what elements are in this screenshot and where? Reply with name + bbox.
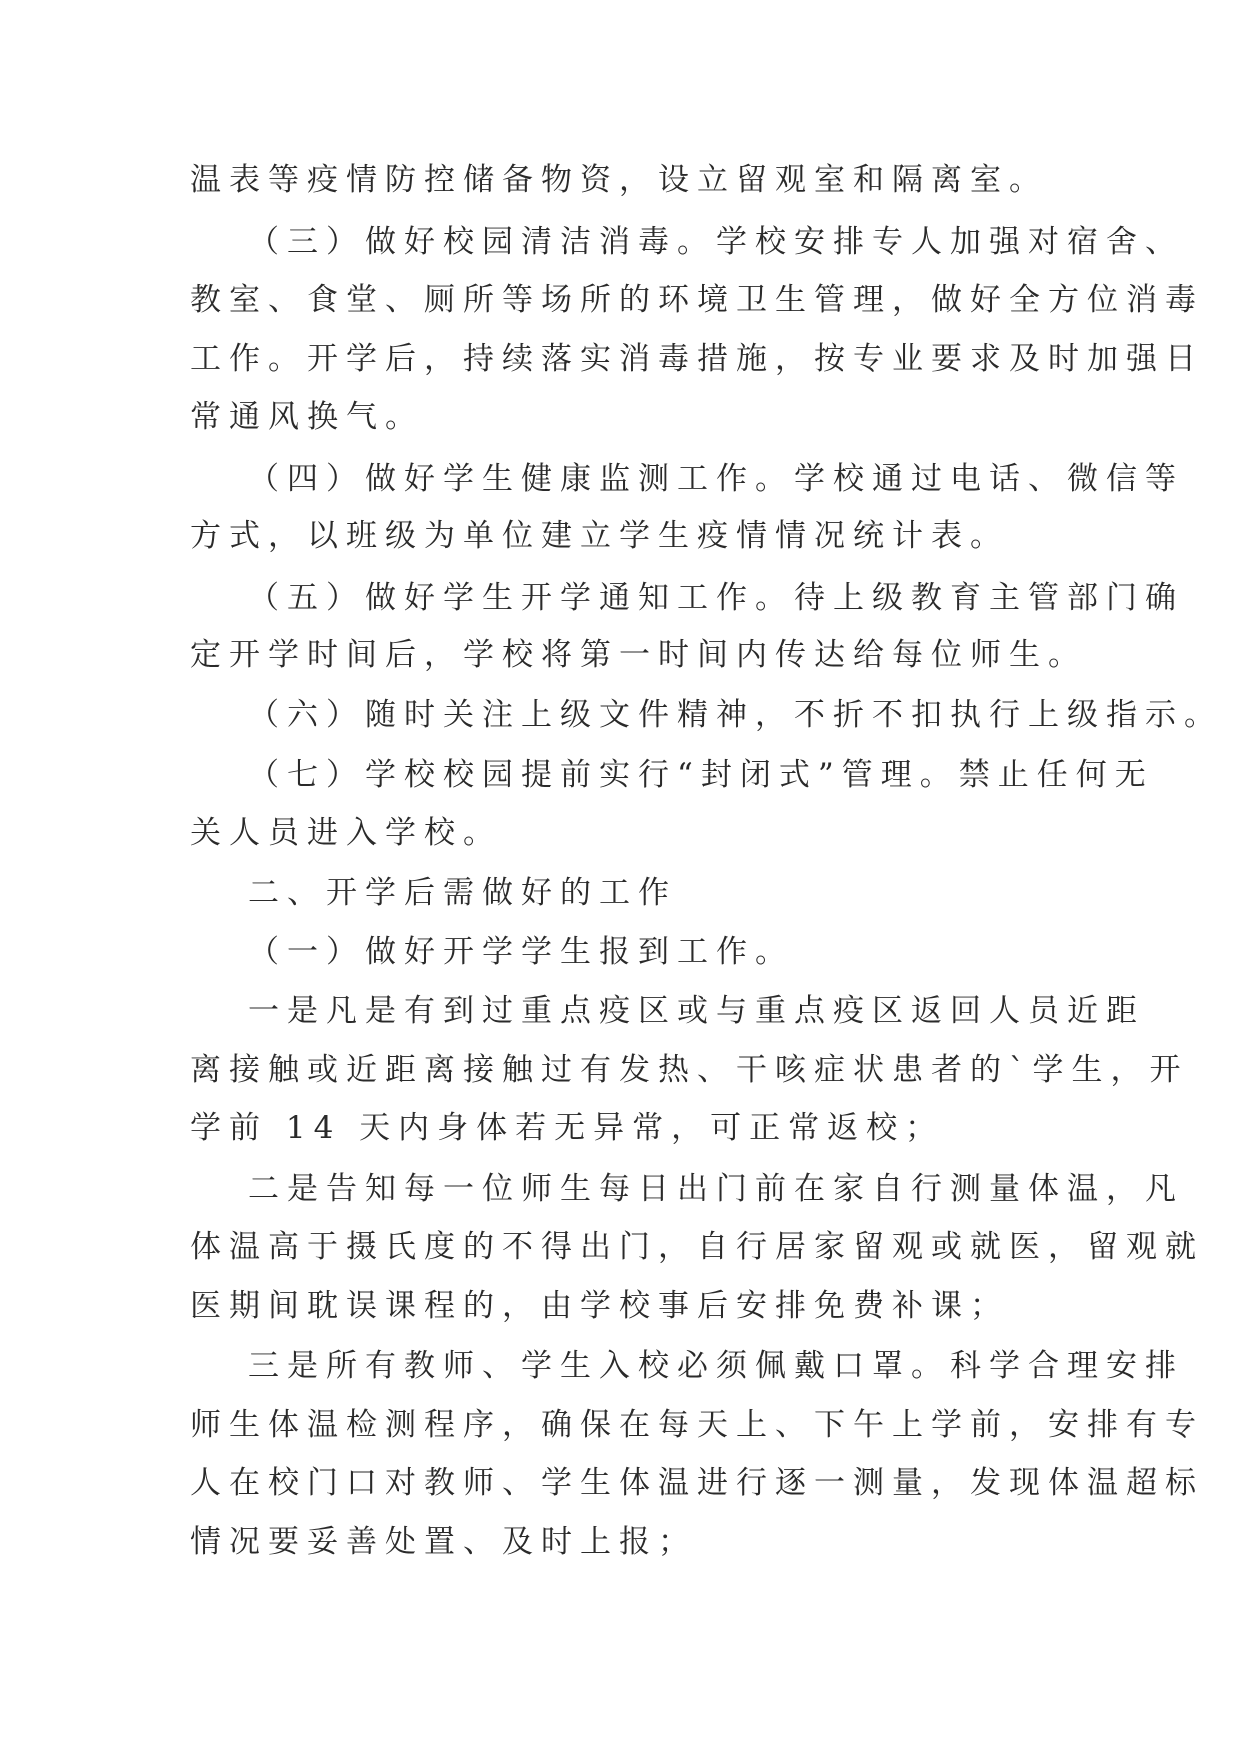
section-heading: 二、开学后需做好的工作 [248, 875, 677, 911]
paragraph-line: （五）做好学生开学通知工作。待上级教育主管部门确 [248, 580, 1184, 616]
paragraph-line: 定开学时间后，学校将第一时间内传达给每位师生。 [190, 637, 1087, 673]
paragraph-line: 离接触或近距离接触过有发热、干咳症状患者的`学生，开 [190, 1052, 1189, 1088]
paragraph-line: 方式，以班级为单位建立学生疫情情况统计表。 [190, 518, 1009, 554]
paragraph-line: 关人员进入学校。 [190, 815, 502, 851]
paragraph-line: 体温高于摄氏度的不得出门，自行居家留观或就医，留观就 [190, 1229, 1204, 1265]
paragraph-line: 温表等疫情防控储备物资，设立留观室和隔离室。 [190, 162, 1048, 198]
paragraph-line: 二是告知每一位师生每日出门前在家自行测量体温，凡 [248, 1171, 1184, 1207]
paragraph-line: 教室、食堂、厕所等场所的环境卫生管理，做好全方位消毒 [190, 282, 1204, 318]
document-body [190, 0, 1223, 1754]
paragraph-line: （四）做好学生健康监测工作。学校通过电话、微信等 [248, 461, 1184, 497]
paragraph-line: 学前 14 天内身体若无异常，可正常返校； [190, 1110, 945, 1146]
paragraph-line: 师生体温检测程序，确保在每天上、下午上学前，安排有专 [190, 1407, 1204, 1443]
paragraph-line: 一是凡是有到过重点疫区或与重点疫区返回人员近距 [248, 993, 1145, 1029]
paragraph-line: （七）学校校园提前实行“封闭式”管理。禁止任何无 [248, 757, 1154, 793]
paragraph-line: 三是所有教师、学生入校必须佩戴口罩。科学合理安排 [248, 1348, 1184, 1384]
paragraph-line: 医期间耽误课程的，由学校事后安排免费补课； [190, 1288, 1009, 1324]
paragraph-line: 常通风换气。 [190, 399, 424, 435]
paragraph-line: （一）做好开学学生报到工作。 [248, 934, 794, 970]
paragraph-line: （三）做好校园清洁消毒。学校安排专人加强对宿舍、 [248, 224, 1184, 260]
paragraph-line: 情况要妥善处置、及时上报； [190, 1524, 697, 1560]
paragraph-line: 人在校门口对教师、学生体温进行逐一测量，发现体温超标 [190, 1465, 1204, 1501]
paragraph-line: （六）随时关注上级文件精神，不折不扣执行上级指示。 [248, 697, 1223, 733]
paragraph-line: 工作。开学后，持续落实消毒措施，按专业要求及时加强日 [190, 341, 1204, 377]
